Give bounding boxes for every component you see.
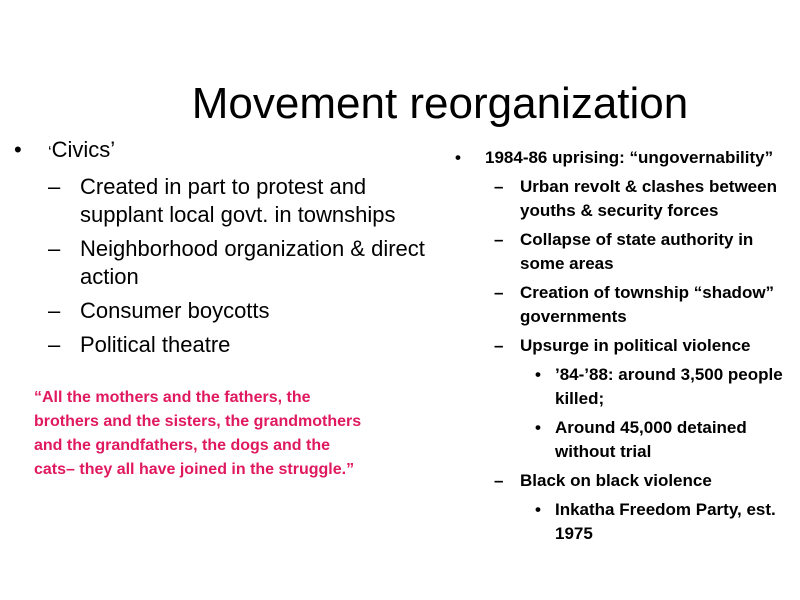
struggle-quote: “All the mothers and the fathers, the brothers and the sisters, the grandmothers and the grandfathers, the dogs and the cats– they all have joined in the struggle.”: [34, 386, 374, 482]
uprising-item: [494, 175, 800, 223]
dash-bullet: –: [48, 298, 61, 323]
left-column: [12, 136, 442, 359]
dash-bullet: –: [494, 283, 504, 302]
bullet-dot: •: [14, 137, 22, 162]
uprising-item-text: Black on black violence: [520, 471, 712, 490]
uprising-item: [494, 469, 800, 493]
bullet-dot: •: [535, 418, 541, 437]
civics-heading-wrap: [48, 136, 115, 167]
dash-bullet: –: [48, 332, 61, 357]
bullet-dot: •: [535, 365, 541, 384]
dash-bullet: –: [494, 471, 504, 490]
right-column: [455, 146, 800, 546]
civics-item-text: Created in part to protest and supplant local govt. in townships: [80, 174, 396, 227]
violence-subitem: [535, 363, 800, 411]
uprising-item: [494, 228, 800, 276]
dash-bullet: –: [494, 177, 504, 196]
bullet-dot: •: [455, 148, 461, 167]
uprising-item: [494, 281, 800, 329]
black-violence-subitem: [535, 498, 800, 546]
violence-subitem-text: ’84-’88: around 3,500 people killed;: [555, 365, 783, 408]
civics-open-quote: ‘: [48, 144, 52, 161]
civics-item: [48, 331, 442, 359]
civics-bullet: [12, 136, 442, 167]
violence-subitem-text: Around 45,000 detained without trial: [555, 418, 747, 461]
dash-bullet: –: [494, 336, 504, 355]
civics-heading: Civics’: [51, 137, 116, 162]
civics-item: [48, 173, 442, 229]
uprising-item-text: Creation of township “shadow” governments: [520, 283, 775, 326]
civics-item: [48, 297, 442, 325]
dash-bullet: –: [48, 174, 61, 199]
uprising-heading: 1984-86 uprising: “ungovernability”: [485, 148, 774, 167]
bullet-dot: •: [535, 500, 541, 519]
uprising-bullet: [455, 146, 800, 170]
violence-subitem: [535, 416, 800, 464]
black-violence-subitem-text: Inkatha Freedom Party, est. 1975: [555, 500, 776, 543]
dash-bullet: –: [48, 236, 61, 261]
uprising-item-text: Collapse of state authority in some areas: [520, 230, 754, 273]
civics-item-text: Neighborhood organization & direct action: [80, 236, 425, 289]
uprising-item-text: Upsurge in political violence: [520, 336, 751, 355]
civics-item: [48, 235, 442, 291]
slide-title: Movement reorganization: [191, 79, 689, 128]
civics-item-text: Political theatre: [80, 332, 231, 357]
uprising-item-text: Urban revolt & clashes between youths & security forces: [520, 177, 777, 220]
uprising-item: [494, 334, 800, 358]
civics-item-text: Consumer boycotts: [80, 298, 270, 323]
dash-bullet: –: [494, 230, 504, 249]
